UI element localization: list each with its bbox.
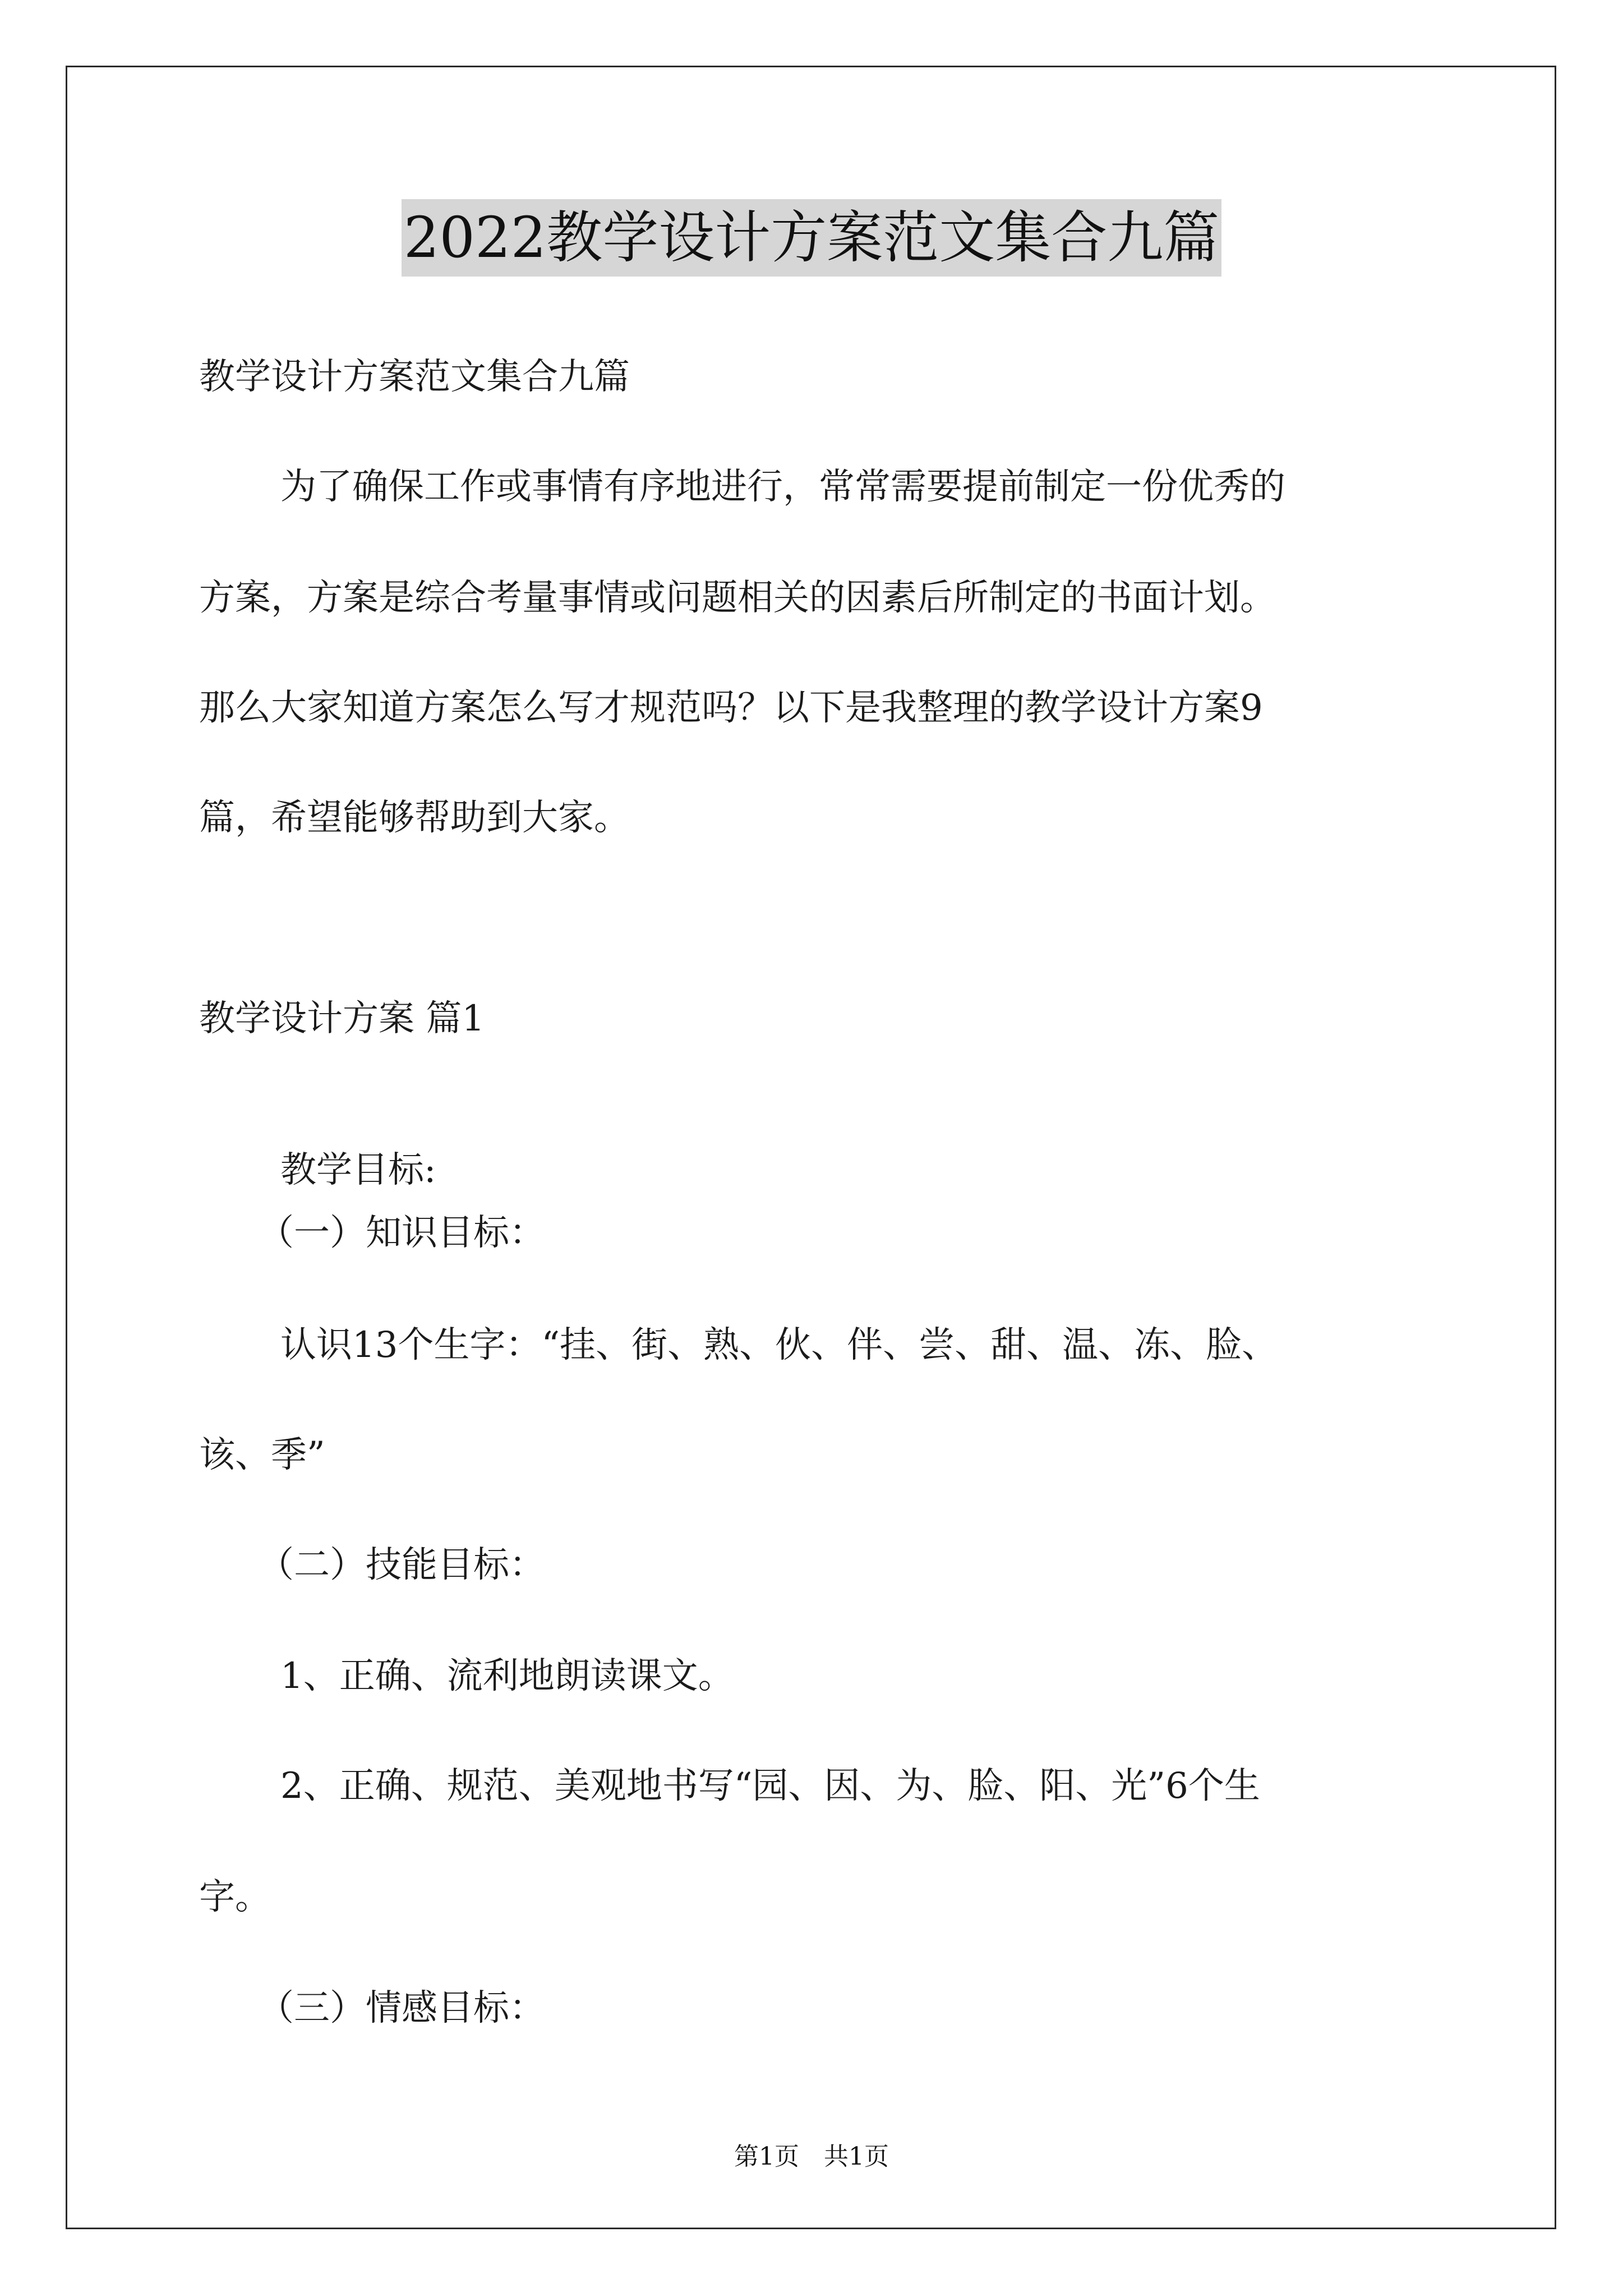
page-number-footer: 第1页 共1页 xyxy=(734,2142,889,2171)
teaching-goals-heading: 教学目标: xyxy=(280,1149,436,1191)
skill-goal-item-2-cont: 字。 xyxy=(199,1876,271,1918)
intro-paragraph-line-3: 那么大家知道方案怎么写才规范吗？以下是我整理的教学设计方案9 xyxy=(199,687,1263,729)
subtitle-line: 教学设计方案范文集合九篇 xyxy=(199,356,630,398)
skill-goal-heading: （二）技能目标： xyxy=(258,1544,545,1586)
section-heading: 教学设计方案 篇1 xyxy=(199,998,485,1039)
document-title: 2022教学设计方案范文集合九篇 xyxy=(402,199,1222,277)
intro-paragraph-line-4: 篇，希望能够帮助到大家。 xyxy=(199,797,630,839)
skill-goal-item-2: 2、正确、规范、美观地书写“园、因、为、脸、阳、光”6个生 xyxy=(280,1765,1260,1807)
intro-paragraph-line-2: 方案，方案是综合考量事情或问题相关的因素后所制定的书面计划。 xyxy=(199,577,1276,619)
knowledge-goal-heading: （一）知识目标： xyxy=(258,1212,545,1254)
knowledge-goal-line-1: 认识13个生字：“挂、街、熟、伙、伴、尝、甜、温、冻、脸、 xyxy=(280,1324,1278,1366)
intro-paragraph-line-1: 为了确保工作或事情有序地进行，常常需要提前制定一份优秀的 xyxy=(280,466,1285,508)
emotion-goal-heading: （三）情感目标： xyxy=(258,1987,545,2029)
skill-goal-item-1: 1、正确、流利地朗读课文。 xyxy=(280,1655,734,1697)
knowledge-goal-line-2: 该、季” xyxy=(199,1434,325,1476)
title-container xyxy=(0,199,1623,277)
